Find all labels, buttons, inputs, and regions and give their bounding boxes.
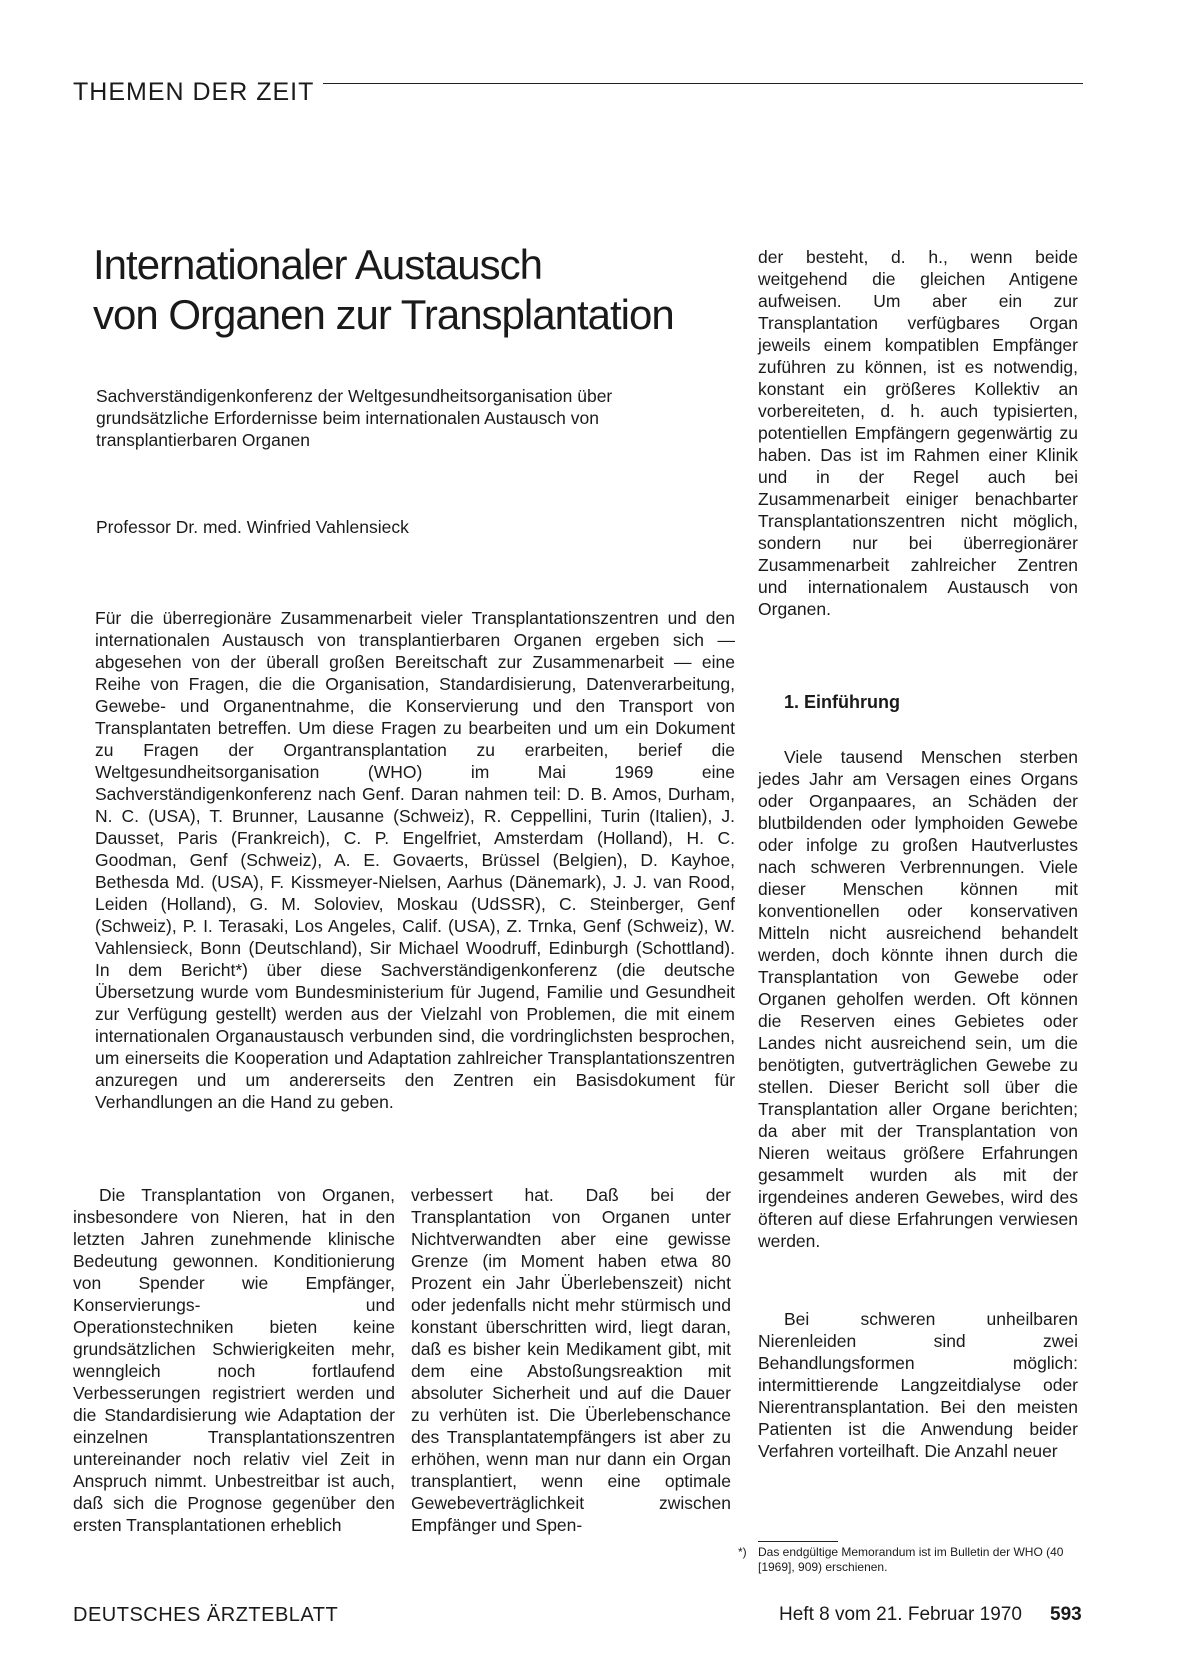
intro-text: Für die überregionäre Zusammenarbeit vieler Transplantationszentren und den internationalen Austausch von transplantierbaren Organen ergeben sich — abgesehen von der überall großen Bereitschaft zur Zusammenarbeit — eine Reihe von Fragen, die die Organisation, Standardisierung, Datenverarbeitung, Gewebe- und Organentnahme, die Konservierung und den Transport von Transplantaten betreffen. Um diese Fragen zu bearbeiten und um ein Dokument zu Fragen der Organtransplantation zu erarbeiten, berief die Weltgesundheitsorganisation (WHO) im Mai 1969 eine Sachverständigenkonferenz nach Genf. Daran nahmen teil: D. B. Amos, Durham, N. C. (USA), T. Brunner, Lausanne (Schweiz), R. Ceppellini, Turin (Italien), J. Dausset, Paris (Frankreich), C. P. Engelfriet, Amsterdam (Holland), H. C. Goodman, Genf (Schweiz), A. E. Govaerts, Brüssel (Belgien), D. Kayhoe, Bethesda Md. (USA), F. Kissmeyer-Nielsen, Aarhus (Dänemark), J. J. van Rood, Leiden (Holland), G. M. Soloviev, Moskau (UdSSR), C. Steinberger, Genf (Schweiz), P. I. Terasaki, Los Angeles, Calif. (USA), Z. Trnka, Genf (Schweiz), W. Vahlensieck, Bonn (Deutschland), Sir Michael Woodruff, Edinburgh (Schottland). In dem Bericht*) über diese Sachverständigenkonferenz (die deutsche Übersetzung wurde vom Bundesministerium für Jugend, Familie und Gesundheit zur Verfügung gestellt) werden aus der Vielzahl von Problemen, die mit einem internationalen Organaustausch verbunden sind, die vordringlichsten besprochen, um einerseits die Kooperation und Adaptation zahlreicher Transplantationszentren anzuregen und um andererseits den Zentren ein Basisdokument für Verhandlungen an die Hand zu geben. — [95, 608, 735, 1112]
col2-text: verbessert hat. Daß bei der Transplantation von Organen unter Nichtverwandten aber eine gewisse Grenze (im Moment haben etwa 80 Prozent ein Jahr Überlebenszeit) nicht oder jedenfalls nicht mehr stürmisch und konstant überschritten wird, liegt daran, daß es bisher kein Medikament gibt, mit dem eine Abstoßungsreaktion mit absoluter Sicherheit und auf die Dauer zu verhüten ist. Die Überlebenschance des Transplantatempfängers ist aber zu erhöhen, wenn man nur dann ein Organ transplantiert, wenn eine optimale Gewebeverträglichkeit zwischen Empfänger und Spen- — [411, 1185, 731, 1535]
body-column-3-paragraph-2 — [758, 1308, 1078, 1462]
col3-p2-text: Bei schweren unheilbaren Nierenleiden sind zwei Behandlungsformen möglich: intermittierende Langzeitdialyse oder Nierentransplantation. Bei den meisten Patienten ist die Anwendung beider Verfahren vorteilhaft. Die Anzahl neuer — [758, 1309, 1078, 1461]
footnote-mark: *) — [738, 1545, 747, 1559]
body-column-2 — [411, 1184, 731, 1536]
page-number: 593 — [1050, 1604, 1082, 1625]
intro-paragraph — [95, 607, 735, 1113]
header-rule — [323, 83, 1083, 84]
journal-name: DEUTSCHES ÄRZTEBLATT — [73, 1604, 339, 1626]
article-title — [93, 240, 753, 340]
article-subtitle: Sachverständigenkonferenz der Weltgesundheitsorganisation über grundsätzliche Erfordernisse beim internationalen Austausch von transplantierbaren Organen — [96, 386, 613, 450]
footnote — [738, 1545, 1078, 1575]
body-column-1 — [73, 1184, 395, 1536]
col3-top-text: der besteht, d. h., wenn beide weitgehend die gleichen Antigene aufweisen. Um aber ein zur Transplantation verfügbares Organ jeweils einem kompatiblen Empfänger zuführen zu können, ist es notwendig, konstant ein größeres Kollektiv an vorbereiteten, d. h. auch typisierten, potentiellen Empfängern gegenwärtig zu haben. Das ist im Rahmen einer Klinik und in der Regel auch bei Zusammenarbeit einiger benachbarter Transplantationszentren nicht möglich, sondern nur bei überregionärer Zusammenarbeit zahlreicher Zentren und internationalem Austausch von Organen. — [758, 247, 1078, 619]
footnote-rule — [758, 1541, 838, 1542]
body-column-3-top — [758, 246, 1078, 620]
title-line-2: von Organen zur Transplantation — [93, 291, 674, 338]
title-line-1: Internationaler Austausch — [93, 241, 542, 288]
body-column-3-paragraph-1 — [758, 746, 1078, 1252]
author-line: Professor Dr. med. Winfried Vahlensieck — [96, 517, 409, 537]
section-header: THEMEN DER ZEIT — [73, 78, 315, 106]
col1-text: Die Transplantation von Organen, insbesondere von Nieren, hat in den letzten Jahren zunehmende klinische Bedeutung gewonnen. Konditionierung von Spender wie Empfänger, Konservierungs- und Operationstechniken bieten keine grundsätzlichen Schwierigkeiten mehr, wenngleich noch fortlaufend Verbesserungen registriert werden und die Standardisierung wie Adaptation der einzelnen Transplantationszentren untereinander noch relativ viel Zeit in Anspruch nimmt. Unbestreitbar ist auch, daß sich die Prognose gegenüber den ersten Transplantationen erheblich — [73, 1185, 395, 1535]
section-heading-einfuehrung: 1. Einführung — [784, 692, 900, 712]
footnote-text: Das endgültige Memorandum ist im Bulletin der WHO (40 [1969], 909) erschienen. — [758, 1545, 1064, 1574]
issue-info: Heft 8 vom 21. Februar 1970 — [779, 1604, 1022, 1625]
col3-p1-text: Viele tausend Menschen sterben jedes Jahr am Versagen eines Organs oder Organpaares, an Schäden der blutbildenden oder lymphoiden Gewebe oder infolge zu großen Hautverlustes nach schweren Verbrennungen. Viele dieser Menschen können mit konventionellen oder konservativen Mitteln nicht ausreichend behandelt werden, doch könnte ihnen durch die Transplantation von Gewebe oder Organen geholfen werden. Oft können die Reserven eines Gebietes oder Landes nicht ausreichend sein, um die benötigten, gutverträglichen Gewebe zu stellen. Dieser Bericht soll über die Transplantation aller Organe berichten; da aber mit der Transplantation von Nieren weitaus größere Erfahrungen gesammelt wurden als mit der irgendeines anderen Gewebes, wird des öfteren auf diese Erfahrungen verwiesen werden. — [758, 747, 1078, 1251]
